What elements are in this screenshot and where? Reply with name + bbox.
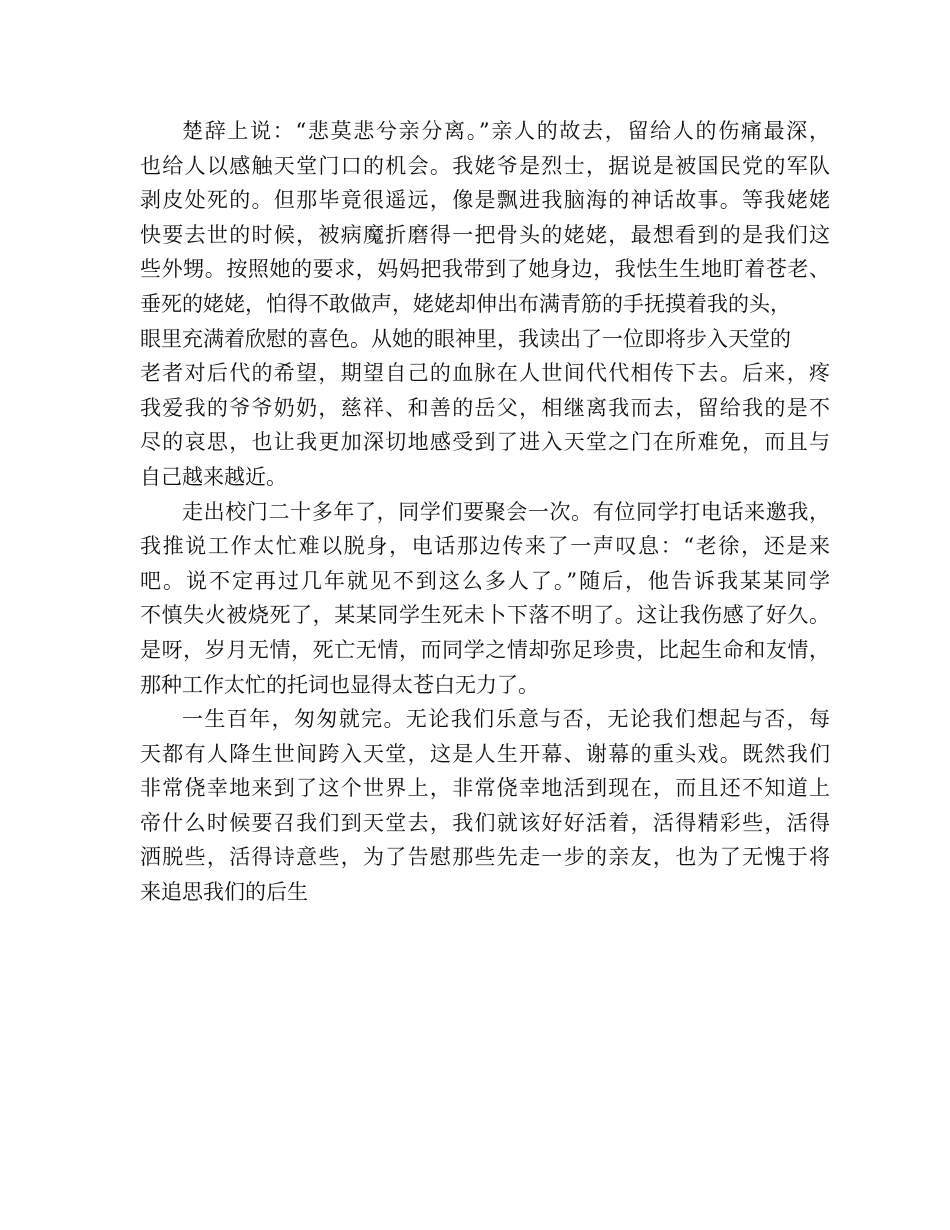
text-line: 来追思我们的后生 xyxy=(140,880,308,905)
text-line: 我爱我的爷爷奶奶，慈祥、和善的岳父，相继离我而去，留给我的是不 xyxy=(140,395,830,420)
paragraph xyxy=(140,702,830,910)
text-line: 一生百年，匆匆就完。无论我们乐意与否，无论我们想起与否，每 xyxy=(182,707,830,732)
text-line: 我推说工作太忙难以脱身，电话那边传来了一声叹息：“老徐，还是来 xyxy=(140,534,830,559)
paragraph xyxy=(140,114,830,495)
text-line: 非常侥幸地来到了这个世界上，非常侥幸地活到现在，而且还不知道上 xyxy=(140,776,830,801)
text-line: 些外甥。按照她的要求，妈妈把我带到了她身边，我怯生生地盯着苍老、 xyxy=(140,257,830,282)
text-line: 是呀，岁月无情，死亡无情，而同学之情却弥足珍贵，比起生命和友情， xyxy=(140,637,830,662)
text-line: 不慎失火被烧死了，某某同学生死未卜下落不明了。这让我伤感了好久。 xyxy=(140,603,830,628)
text-line: 垂死的姥姥，怕得不敢做声，姥姥却伸出布满青筋的手抚摸着我的头， xyxy=(140,291,791,316)
paragraph xyxy=(140,495,830,703)
text-line: 天都有人降生世间跨入天堂，这是人生开幕、谢幕的重头戏。既然我们 xyxy=(140,741,830,766)
text-line: 帝什么时候要召我们到天堂去，我们就该好好活着，活得精彩些，活得 xyxy=(140,810,830,835)
text-line: 洒脱些，活得诗意些，为了告慰那些先走一步的亲友，也为了无愧于将 xyxy=(140,845,830,870)
text-line: 自己越来越近。 xyxy=(140,464,287,489)
text-line: 眼里充满着欣慰的喜色。从她的眼神里，我读出了一位即将步入天堂的 xyxy=(140,326,791,351)
text-line: 老者对后代的希望，期望自己的血脉在人世间代代相传下去。后来，疼 xyxy=(140,361,830,386)
text-line: 剥皮处死的。但那毕竟很遥远，像是飘进我脑海的神话故事。等我姥姥 xyxy=(140,188,830,213)
text-line: 也给人以感触天堂门口的机会。我姥爷是烈士，据说是被国民党的军队 xyxy=(140,153,830,178)
text-line: 快要去世的时候，被病魔折磨得一把骨头的姥姥，最想看到的是我们这 xyxy=(140,222,830,247)
text-line: 走出校门二十多年了，同学们要聚会一次。有位同学打电话来邀我， xyxy=(182,499,830,524)
text-line: 吧。说不定再过几年就见不到这么多人了。”随后，他告诉我某某同学 xyxy=(140,568,830,593)
text-line: 楚辞上说：“悲莫悲兮亲分离。”亲人的故去，留给人的伤痛最深， xyxy=(182,119,830,143)
text-line: 尽的哀思，也让我更加深切地感受到了进入天堂之门在所难免，而且与 xyxy=(140,430,830,455)
text-line: 那种工作太忙的托词也显得太苍白无力了。 xyxy=(140,672,539,697)
document-body xyxy=(140,114,830,910)
